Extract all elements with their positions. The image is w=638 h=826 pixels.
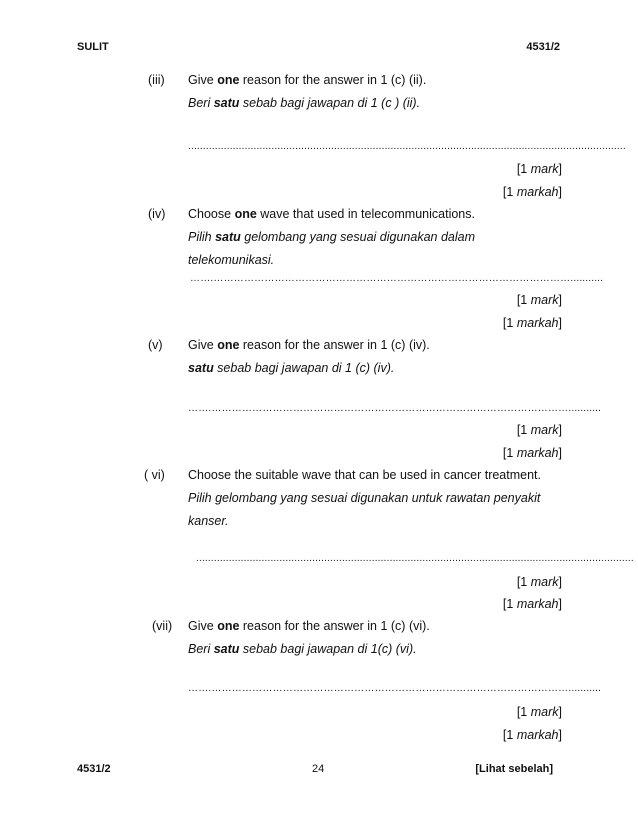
answer-line: …….……………………………………………………………………………………………........... [188, 683, 602, 694]
markah-label: [1 markah] [502, 316, 562, 330]
question-number: (v) [148, 338, 163, 352]
question-text-my-line2: kanser. [188, 514, 229, 528]
answer-line: …….……………………………………………………………………………………………........... [190, 273, 604, 284]
question-text-en: Give one reason for the answer in 1 (c) (iv). [188, 338, 430, 352]
question-text-my: Beri satu sebab bagi jawapan di 1(c) (vi). [188, 642, 417, 656]
question-number: (iv) [148, 207, 166, 221]
question-text-my: Pilih gelombang yang sesuai digunakan untuk rawatan penyakit [188, 491, 541, 505]
mark-label: [1 mark] [516, 705, 562, 719]
markah-label: [1 markah] [502, 728, 562, 742]
page-number: 24 [312, 763, 325, 775]
header-sulit: SULIT [77, 41, 109, 53]
mark-label: [1 mark] [516, 293, 562, 307]
answer-line: ................................................................................................................................................... [196, 553, 634, 564]
question-text-en: Choose one wave that used in telecommunications. [188, 207, 475, 221]
question-text-my: satu sebab bagi jawapan di 1 (c) (iv). [188, 361, 395, 375]
mark-label: [1 mark] [516, 162, 562, 176]
footer-next-page: [Lihat sebelah] [475, 763, 553, 775]
question-text-my-line2: telekomunikasi. [188, 253, 275, 267]
mark-label: [1 mark] [516, 575, 562, 589]
question-number: (iii) [148, 73, 165, 87]
footer-code: 4531/2 [77, 763, 111, 775]
mark-label: [1 mark] [516, 423, 562, 437]
question-text-my: Beri satu sebab bagi jawapan di 1 (c ) (ii). [188, 96, 421, 110]
question-text-en: Give one reason for the answer in 1 (c) (vi). [188, 619, 430, 633]
markah-label: [1 markah] [502, 446, 562, 460]
header-code: 4531/2 [526, 41, 560, 53]
question-number: ( vi) [144, 468, 165, 482]
question-text-my: Pilih satu gelombang yang sesuai digunakan dalam [188, 230, 475, 244]
answer-line: …….……………………………………………………………………………………………........... [188, 403, 602, 414]
question-text-en: Give one reason for the answer in 1 (c) (ii). [188, 73, 427, 87]
question-text-en: Choose the suitable wave that can be used in cancer treatment. [188, 468, 541, 482]
answer-line: ................................................................................................................................................... [188, 141, 626, 152]
question-number: (vii) [152, 619, 173, 633]
markah-label: [1 markah] [502, 185, 562, 199]
markah-label: [1 markah] [502, 597, 562, 611]
